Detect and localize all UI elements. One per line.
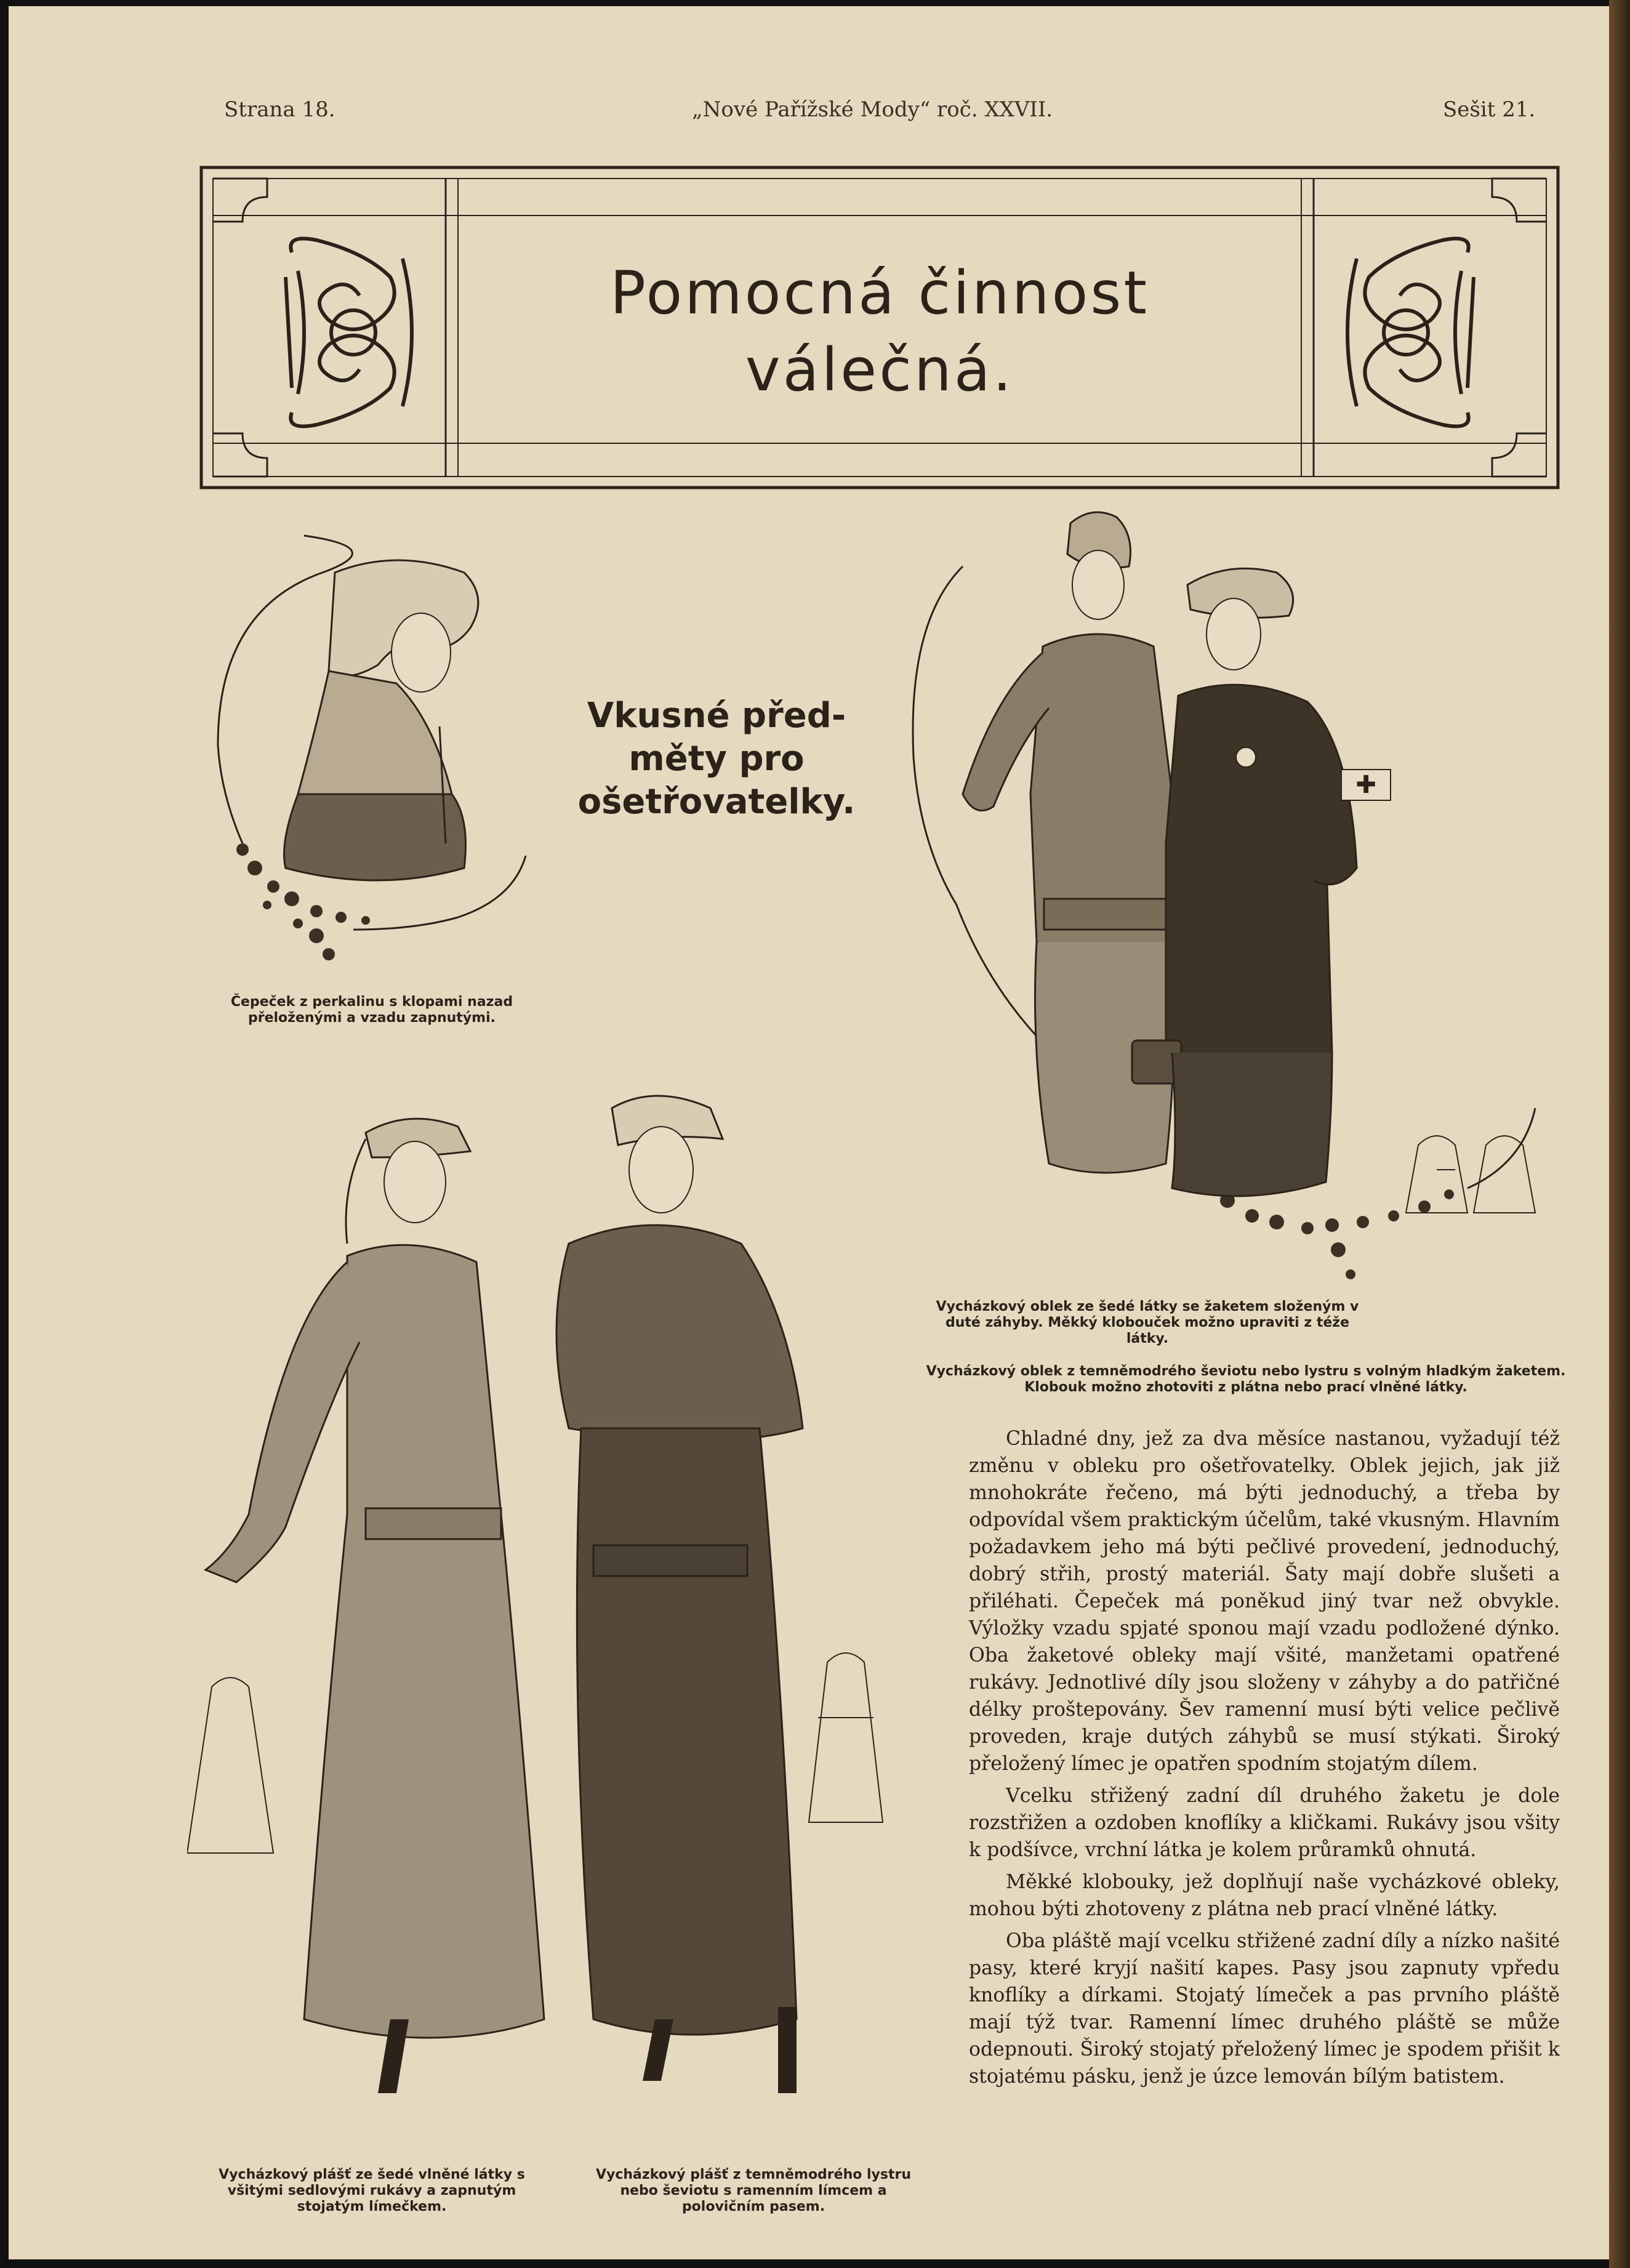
caption-navy-coat: Vycházkový plášť z temněmodrého lystru nebo ševiotu s ramenním límcem a polovičním pasem. (595, 2167, 912, 2214)
caption-navy-walking-suit: Vycházkový oblek z temněmodrého ševiotu nebo lystru s volným hladkým žaketem. Klobouk možno zhotoviti z plátna nebo prací vlněné látky. (926, 1364, 1566, 1395)
magazine-page (9, 6, 1609, 2259)
article-paragraph: Chladné dny, jež za dva měsíce nastanou, vyžadují též změnu v obleku pro ošetřovatelky. Oblek jejich, jak již mnohokráte řečeno, má býti jednoduchý, a třeba by odpovídal všem praktickým účelům, také vkusným. Hlavním požadavkem jeho má býti pečlivé provedení, jednoduchý, dobrý střih, prostý materiál. Šaty mají dobře slušeti a přiléhati. Čepeček má poněkud jiný tvar než obvykle. Výložky vzadu spjaté sponou mají vzadu podložené dýnko. Oba žaketové obleky mají všité, manžetami opatřené rukávy. Jednotlivé díly jsou složeny v záhyby a do patřičné délky proštepovány. Šev ramenní musí býti velice pečlivě proveden, kraje dutých záhybů se musí stýkati. Široký přeložený límec je opatřen spodním stojatým dílem. (969, 1428, 1560, 1775)
ornamental-frame-icon (199, 160, 1560, 499)
title-frame (199, 160, 1560, 499)
svg-text:✚: ✚ (1355, 771, 1376, 799)
walking-suits-illustration (883, 499, 1566, 1299)
page-edge-right (1609, 0, 1630, 2268)
page-number: Strana 18. (224, 97, 335, 122)
subtitle-line3: ošetřovatelky. (577, 782, 856, 822)
magazine-title: „Nové Pařížské Mody“ roč. XXVII. (692, 97, 1053, 122)
article-body (969, 1425, 1560, 2095)
page-title-line2: válečná. (745, 336, 1014, 404)
subtitle-line2: měty pro (628, 739, 805, 779)
subtitle (575, 694, 858, 824)
issue-number: Sešit 21. (1443, 97, 1536, 122)
subtitle-line1: Vkusné před- (587, 696, 846, 736)
nurse-cap-illustration (193, 523, 550, 979)
article-paragraph: Vcelku střižený zadní díl druhého žaketu je dole rozstřižen a ozdoben knoflíky a kličkami. Rukávy jsou všity k podšívce, vrchní látka je kolem průramků ohnutá. (969, 1785, 1560, 1861)
caption-nurse-cap: Čepeček z perkalinu s klopami nazad přeloženými a vzadu zapnutými. (230, 994, 513, 1026)
article-paragraph: Měkké klobouky, jež doplňují naše vycházkové obleky, mohou býti zhotoveny z plátna neb prací vlněné látky. (969, 1871, 1560, 1920)
walking-coats-illustration (187, 1084, 938, 2155)
page-title-line1: Pomocná činnost (610, 259, 1149, 328)
caption-grey-walking-suit: Vycházkový oblek ze šedé látky se žaketem složeným v duté záhyby. Měkký klobouček možno upraviti z téže látky. (936, 1299, 1359, 1346)
caption-grey-coat: Vycházkový plášť ze šedé vlněné látky s všitými sedlovými rukávy a zapnutým stojatým límečkem. (219, 2167, 525, 2214)
article-paragraph: Oba pláště mají vcelku střižené zadní díly a nízko našité pasy, které kryjí našití kapes. Pasy jsou zapnuty vpředu knoflíky a dírkami. Stojatý límeček a pas prvního pláště mají týž tvar. Ramenní límec druhého pláště se může odepnouti. Široký stojatý přeložený límec je spodem přišit k stojatému pásku, jenž je úzce lemován bílým batistem. (969, 1930, 1560, 2088)
